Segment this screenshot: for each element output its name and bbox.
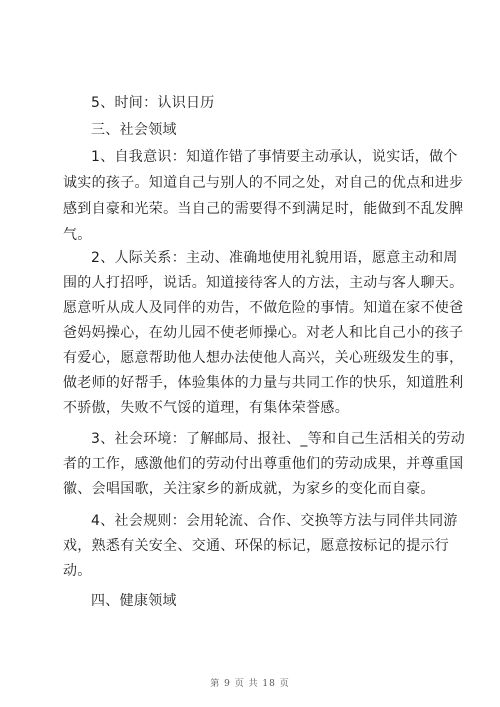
text-line: 3、社会环境：了解邮局、报社、_等和自己生活相关的劳动	[91, 431, 466, 447]
text-line: 戏，熟悉有关安全、交通、环保的标记，愿意按标记的提示行	[63, 538, 450, 554]
text-line: 感到自豪和光荣。当自己的需要得不到满足时，能做到不乱发脾	[63, 201, 464, 217]
text-line: 不骄傲，失败不气馁的道理，有集体荣誉感。	[63, 400, 349, 416]
text-line: 2、人际关系：主动、准确地使用礼貌用语，愿意主动和周	[91, 250, 458, 266]
text-line: 动。	[63, 563, 92, 579]
text-line: 1、自我意识：知道作错了事情要主动承认，说实话，做个	[91, 149, 458, 165]
text-line: 5、时间：认识日历	[91, 95, 215, 111]
text-line: 有爱心，愿意帮助他人想办法使他人高兴，关心班级发生的事，	[63, 350, 464, 366]
section-heading: 四、健康领域	[91, 593, 177, 609]
text-line: 诚实的孩子。知道自己与别人的不同之处，对自己的优点和进步	[63, 175, 464, 191]
text-line: 徽、会唱国歌，关注家乡的新成就，为家乡的变化而自豪。	[63, 481, 435, 497]
text-line: 者的工作，感激他们的劳动付出尊重他们的劳动成果，并尊重国	[63, 456, 464, 472]
text-line: 愿意听从成人及同伴的劝告，不做危险的事情。知道在家不使爸	[63, 300, 464, 316]
text-line: 围的人打招呼，说话。知道接待客人的方法，主动与客人聊天。	[63, 275, 464, 291]
text-line: 气。	[63, 227, 92, 243]
text-line: 做老师的好帮手，体验集体的力量与共同工作的快乐，知道胜利	[63, 375, 464, 391]
text-line: 4、社会规则：会用轮流、合作、交换等方法与同伴共同游	[91, 513, 458, 529]
text-line: 爸妈妈操心，在幼儿园不使老师操心。对老人和比自己小的孩子	[63, 325, 464, 341]
section-heading: 三、社会领域	[91, 122, 177, 138]
page-footer: 第 9 页 共 18 页	[210, 679, 290, 689]
